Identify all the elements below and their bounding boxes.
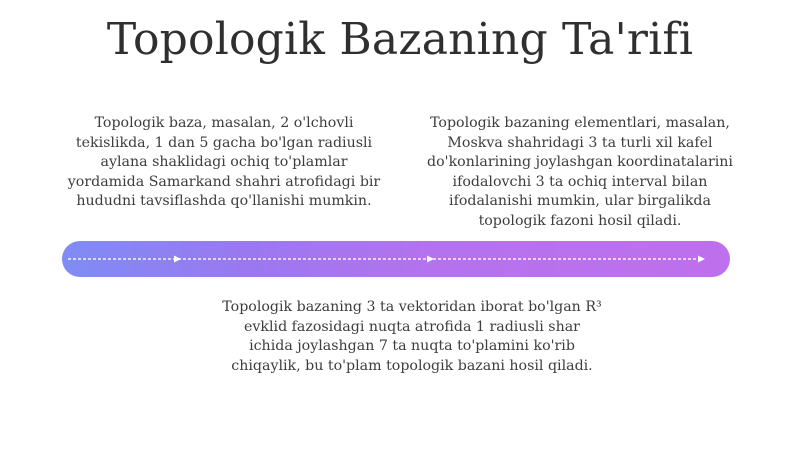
timeline-arrowhead-1 bbox=[174, 256, 181, 263]
timeline-arrowhead-2 bbox=[427, 256, 434, 263]
paragraph-bottom: Topologik bazaning 3 ta vektoridan iborat bo'lgan R³ evklid fazosidagi nuqta atrofida 1 radiusli shar ichida joylashgan 7 ta nuqta to'plamini ko'rib chiqaylik, bu to'plam topologik bazani hosil qiladi. bbox=[222, 299, 602, 374]
timeline-arrowhead-3 bbox=[698, 256, 705, 263]
timeline-arrows bbox=[62, 241, 730, 277]
paragraph-left: Topologik baza, masalan, 2 o'lchovli tekislikda, 1 dan 5 gacha bo'lgan radiusli aylana shaklidagi ochiq to'plamlar yordamida Samarkand shahri atrofidagi bir hududni tavsiflashda qo'llanishi mumkin. bbox=[67, 115, 381, 209]
paragraph-right: Topologik bazaning elementlari, masalan, Moskva shahridagi 3 ta turli xil kafel do'konlarining joylashgan koordinatalarini ifodalovchi 3 ta ochiq interval bilan ifodalanishi mumkin, ular birgalikda topologik fazoni hosil qiladi. bbox=[427, 115, 733, 229]
slide-title: Topologik Bazaning Ta'rifi bbox=[106, 14, 694, 65]
timeline-bar bbox=[62, 241, 730, 277]
